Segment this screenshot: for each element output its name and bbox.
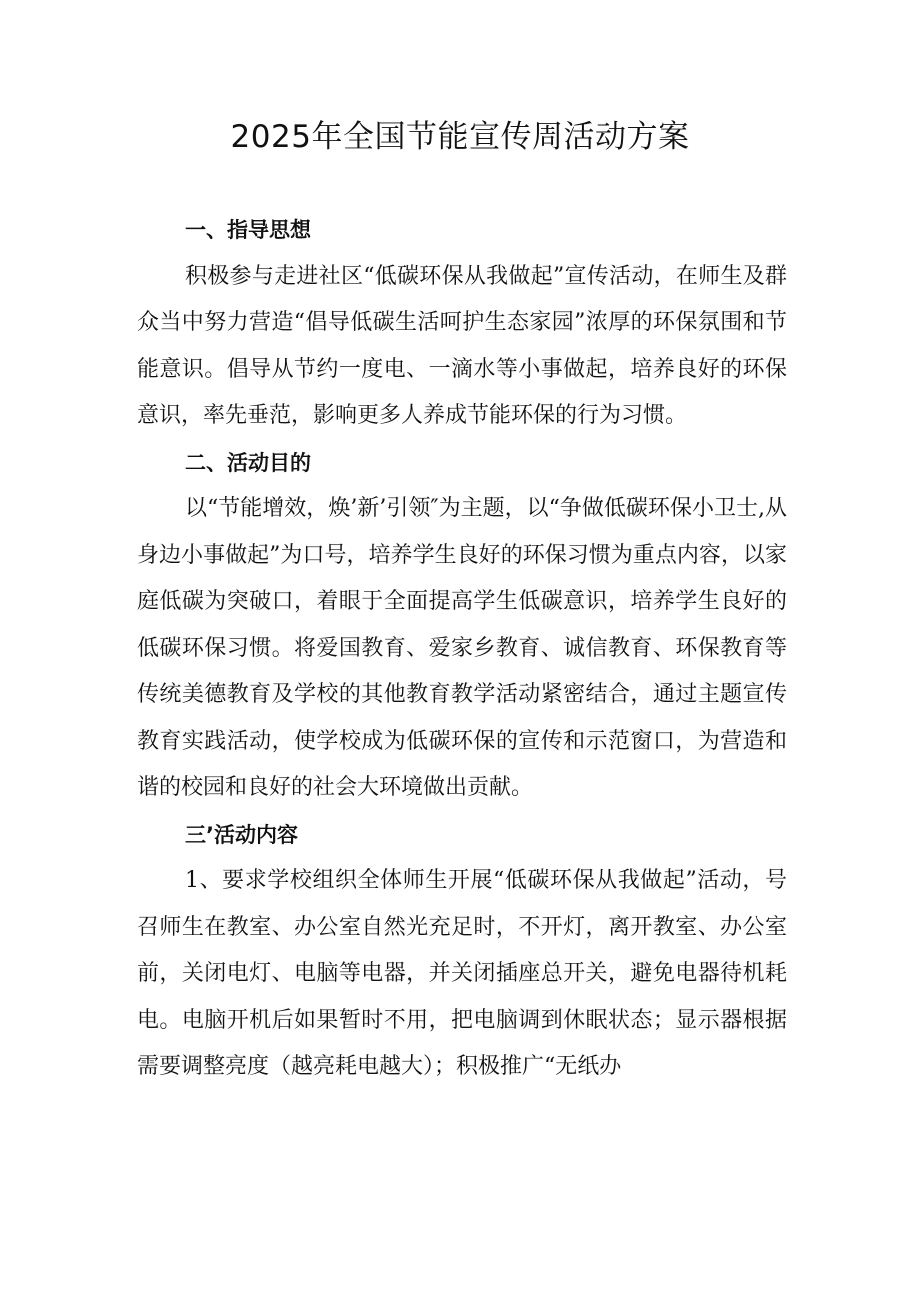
section-heading-activity-content: 三’活动内容	[185, 822, 298, 847]
paragraph-guiding-ideology: 积极参与走进社区“低碳环保从我做起”宣传活动，在师生及群众当中努力营造“倡导低碳生活呵护生态家园”浓厚的环保氛围和节能意识。倡导从节约一度电、一滴水等小事做起，培养良好的环保意识，率先垂范，影响更多人养成节能环保的行为习惯。	[137, 263, 787, 428]
section-heading-guiding-ideology: 一、指导思想	[185, 218, 311, 242]
paragraph-activity-purpose: 以“节能增效，焕’新’引领″为主题，以“争做低碳环保小卫士,从身边小事做起”为口号，培养学生良好的环保习惯为重点内容，以家庭低碳为突破口，着眼于全面提高学生低碳意识，培养学生良好的低碳环保习惯。将爱国教育、爱家乡教育、诚信教育、环保教育等传统美德教育及学校的其他教育教学活动紧密结合，通过主题宣传教育实践活动，使学校成为低碳环保的宣传和示范窗口，为营造和谐的校园和良好的社会大环境做出贡献。	[137, 496, 787, 800]
document-body	[137, 207, 787, 1091]
document-title: 2025年全国节能宣传周活动方案	[230, 119, 690, 155]
paragraph-activity-content-1: 1、要求学校组织全体师生开展“低碳环保从我做起”活动，号召师生在教室、办公室自然光充足时，不开灯，离开教室、办公室前，关闭电灯、电脑等电器，并关闭插座总开关，避免电器待机耗电。电脑开机后如果暂时不用，把电脑调到休眠状态；显示器根据需要调整亮度（越亮耗电越大）；积极推广“无纸办	[137, 868, 787, 1079]
section-heading-activity-purpose: 二、活动目的	[185, 450, 311, 475]
